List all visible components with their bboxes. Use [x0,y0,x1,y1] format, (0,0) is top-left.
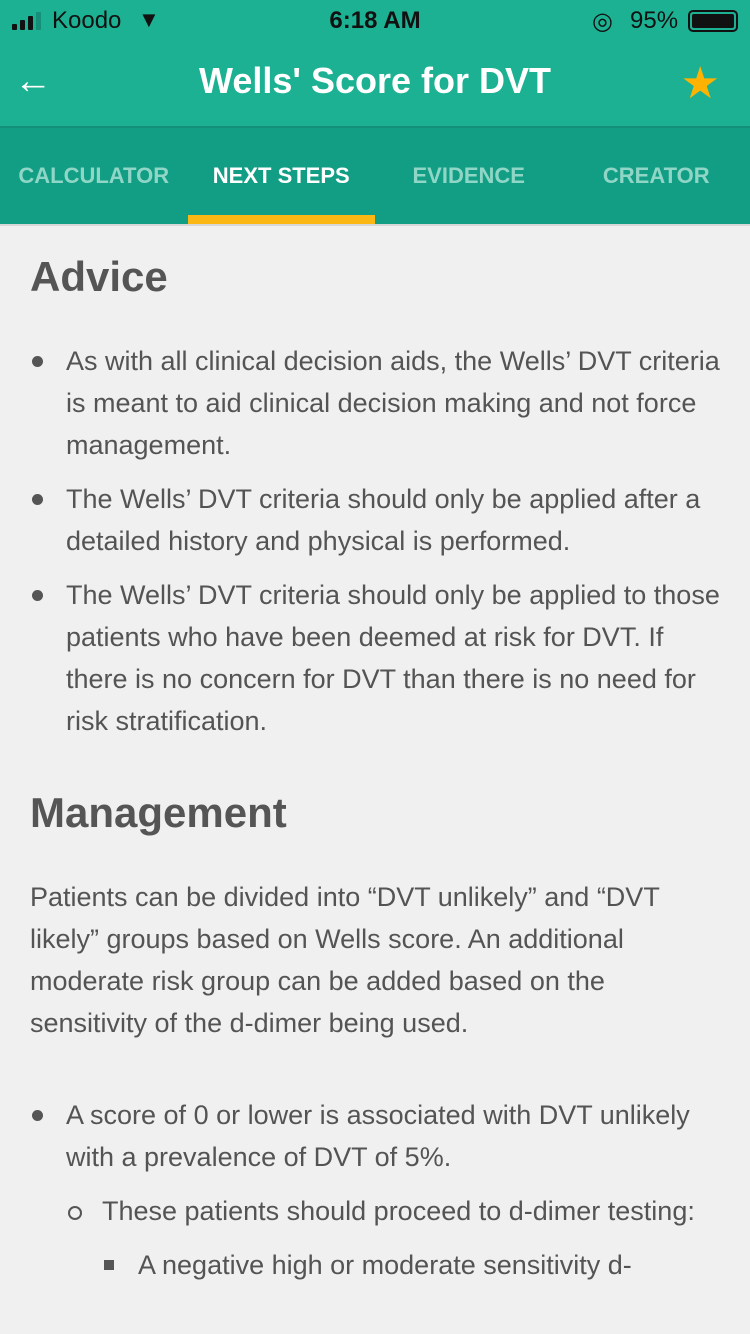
list-item: As with all clinical decision aids, the Wells’ DVT criteria is meant to aid clinical decision making and not force management. [30,340,720,466]
list-item: The Wells’ DVT criteria should only be applied to those patients who have been deemed at risk for DVT. If there is no concern for DVT than there is no need for risk stratification. [30,574,720,742]
tab-creator[interactable]: CREATOR [602,163,710,188]
clock: 6:18 AM [329,7,421,34]
advice-list [30,340,720,742]
tab-next-steps[interactable]: NEXT STEPS [188,128,376,224]
content [0,228,750,1298]
list-item: The Wells’ DVT criteria should only be applied after a detailed history and physical is performed. [30,478,720,562]
tab-calculator[interactable]: CALCULATOR [18,163,170,188]
management-list [30,1094,720,1286]
sub-list-item [66,1190,720,1286]
advice-heading: Advice [30,253,168,300]
list-item [30,1094,720,1286]
tab-bar [0,128,750,226]
wifi-icon: ▼ [138,7,160,32]
management-heading: Management [30,789,287,836]
nav-header [0,40,750,128]
battery-icon [688,10,738,32]
carrier: Koodo [52,7,122,34]
battery-percent: 95% [630,7,679,34]
back-arrow-icon[interactable]: ← [14,60,52,102]
sub-list-item-text: These patients should proceed to d-dimer testing: [102,1196,695,1226]
rotation-lock-icon: ◎ [592,8,613,35]
management-intro: Patients can be divided into “DVT unlikely” and “DVT likely” groups based on Wells score. An additional moderate risk group can be added based on the sensitivity of the d-dimer being used. [30,882,660,1038]
page-title: Wells' Score for DVT [199,60,551,101]
sub-sub-list-item: A negative high or moderate sensitivity d- [102,1244,720,1286]
status-bar [0,0,750,40]
favorite-star-icon[interactable]: ★ [680,59,720,108]
tab-evidence[interactable]: EVIDENCE [412,163,525,188]
list-item-text: A score of 0 or lower is associated with DVT unlikely with a prevalence of DVT of 5%. [66,1100,690,1172]
